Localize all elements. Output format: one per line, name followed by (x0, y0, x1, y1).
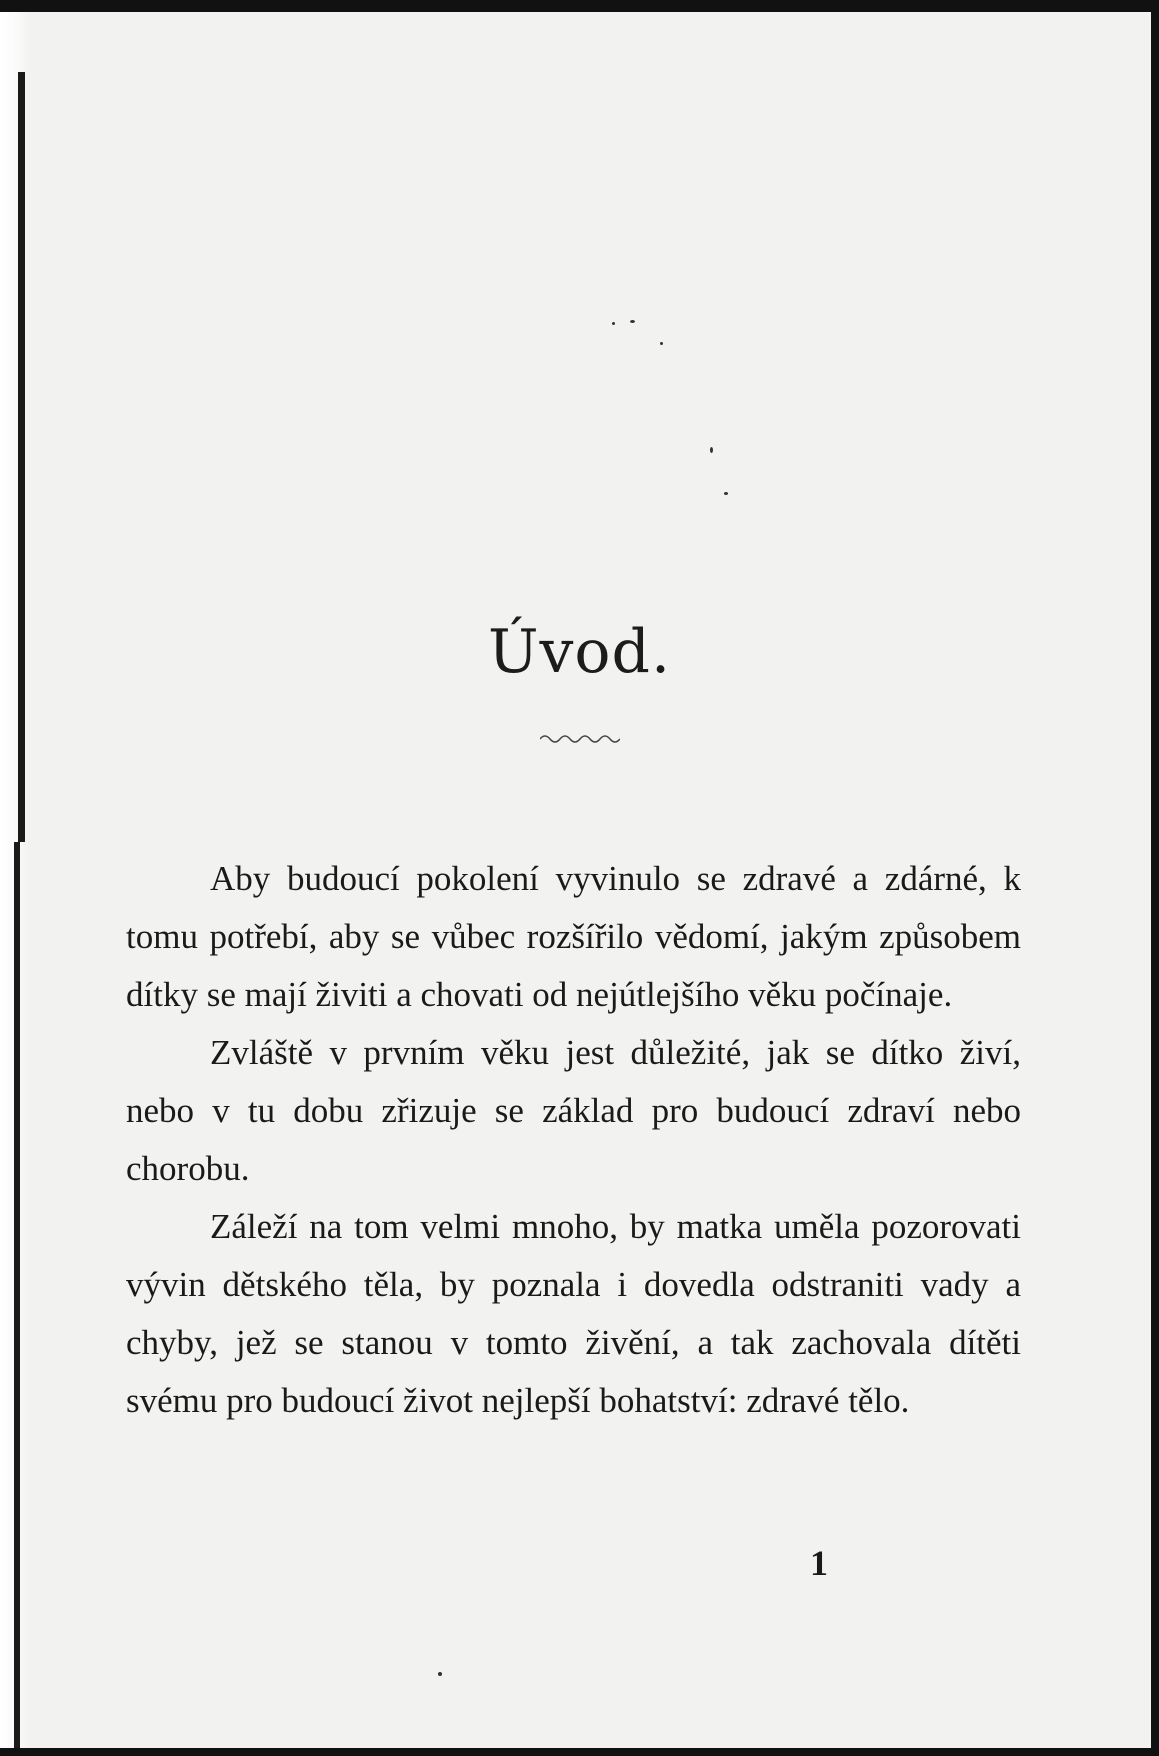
paragraph-3: Záleží na tom velmi mnoho, by matka uměla pozorovati vývin dětského těla, by poznala i dovedla odstraniti vady a chyby, jež se stanou v tomto živění, a tak zachovala dítěti svému pro budoucí život nejlepší bohatství: zdravé tělo. (126, 1207, 1021, 1420)
print-speck (612, 322, 615, 325)
title-ornament-icon (540, 732, 620, 746)
print-speck (630, 320, 635, 323)
print-speck (438, 1672, 442, 1676)
binding-shadow-lower (14, 842, 20, 1752)
chapter-title: Úvod. (487, 617, 672, 687)
binding-shadow-upper (18, 72, 25, 842)
print-speck (660, 342, 663, 345)
page-number: 1 (810, 1543, 828, 1583)
body-text (126, 850, 1021, 1430)
print-speck (724, 492, 728, 495)
paragraph-1: Aby budoucí pokolení vyvinulo se zdravé a zdárné, k tomu potřebí, aby se vůbec rozšířilo vědomí, jakým způsobem dítky se mají živiti a chovati od nejútlejšího věku počínaje. (126, 859, 1021, 1014)
print-speck (710, 447, 713, 453)
paragraph-2: Zvláště v prvním věku jest důležité, jak se dítko živí, nebo v tu dobu zřizuje se základ pro budoucí zdraví nebo chorobu. (126, 1033, 1021, 1188)
